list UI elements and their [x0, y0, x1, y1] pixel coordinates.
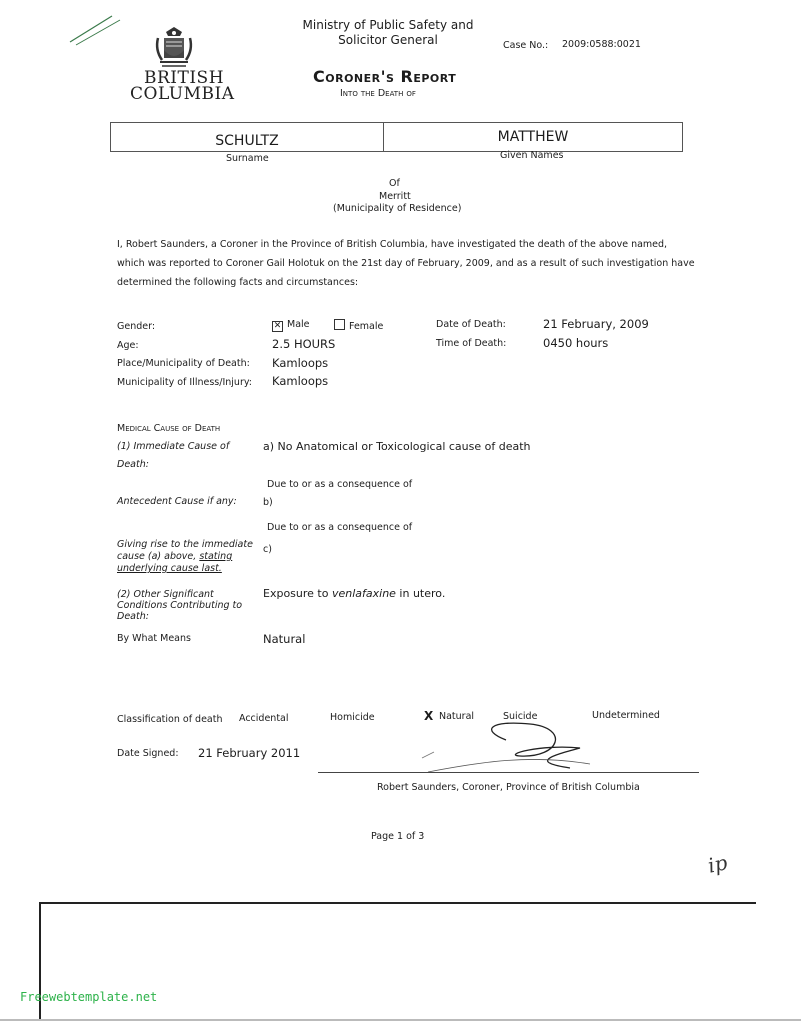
other-value-post: in utero.	[395, 587, 446, 600]
report-title: Coroner's Report	[313, 67, 457, 86]
other-conditions-value	[263, 587, 445, 600]
case-no-label: Case No.:	[503, 40, 549, 51]
given-names-label: Given Names	[500, 150, 564, 161]
gender-label: Gender:	[117, 321, 156, 332]
intro-line-2: which was reported to Coroner Gail Holotuk on the 21st day of February, 2009, and as a result of such investigation have	[117, 258, 695, 269]
signature-line	[318, 772, 699, 773]
logo-line-1: BRITISH	[144, 68, 225, 88]
logo-line-2: COLUMBIA	[130, 84, 235, 104]
date-of-death-label: Date of Death:	[436, 319, 506, 330]
other-conditions-line-3: Death:	[117, 611, 149, 622]
due-to-2: Due to or as a consequence of	[267, 522, 413, 533]
scan-edge-bottom	[0, 1019, 801, 1021]
female-checkbox[interactable]	[334, 319, 345, 330]
immediate-cause-value: a) No Anatomical or Toxicological cause of death	[263, 440, 531, 453]
intro-line-1: I, Robert Saunders, a Coroner in the Province of British Columbia, have investigated the death of the above named,	[117, 239, 668, 250]
place-of-death-label: Place/Municipality of Death:	[117, 358, 250, 369]
male-checkbox[interactable]: ✕	[273, 321, 282, 331]
c-marker: c)	[263, 544, 272, 555]
given-name-value: MATTHEW	[497, 129, 569, 145]
of-label: Of	[389, 178, 400, 189]
signer-name: Robert Saunders, Coroner, Province of British Columbia	[377, 782, 640, 793]
classification-homicide[interactable]: Homicide	[330, 712, 375, 723]
giving-rise-line-1: Giving rise to the immediate	[117, 539, 253, 550]
municipality-label: (Municipality of Residence)	[333, 203, 462, 214]
place-of-death-value: Kamloops	[272, 356, 329, 370]
bc-crest-icon	[152, 26, 196, 73]
antecedent-cause-label: Antecedent Cause if any:	[117, 496, 237, 507]
age-label: Age:	[117, 340, 139, 351]
case-no-value: 2009:0588:0021	[562, 39, 641, 50]
giving-rise-line-3: underlying cause last.	[117, 563, 222, 574]
illness-municipality-label: Municipality of Illness/Injury:	[117, 377, 252, 388]
giving-rise-line-2a: cause (a) above,	[117, 551, 200, 562]
surname-value: SCHULTZ	[215, 133, 279, 149]
male-option	[272, 319, 310, 332]
time-of-death-label: Time of Death:	[436, 338, 507, 349]
illness-municipality-value: Kamloops	[272, 374, 329, 388]
other-conditions-line-2: Conditions Contributing to	[117, 600, 243, 611]
male-label: Male	[287, 319, 310, 330]
date-of-death-value: 21 February, 2009	[543, 317, 649, 331]
surname-label: Surname	[226, 153, 269, 164]
classification-natural[interactable]: Natural	[439, 711, 475, 722]
time-of-death-value: 0450 hours	[543, 336, 609, 350]
other-value-drug: venlafaxine	[331, 587, 396, 600]
page-number: Page 1 of 3	[371, 831, 425, 842]
date-signed-value: 21 February 2011	[198, 746, 301, 760]
report-subtitle: Into the Death of	[340, 88, 416, 99]
ministry-line-2: Solicitor General	[338, 33, 438, 47]
other-conditions-line-1: (2) Other Significant	[117, 589, 214, 600]
classification-undetermined[interactable]: Undetermined	[592, 710, 660, 721]
handwritten-initials: ip	[705, 850, 730, 878]
ministry-line-1: Ministry of Public Safety and	[302, 18, 474, 32]
name-box	[110, 122, 683, 152]
date-signed-label: Date Signed:	[117, 748, 179, 759]
classification-mark: X	[424, 709, 434, 723]
watermark: Freewebtemplate.net	[20, 990, 158, 1004]
medical-cause-heading: Medical Cause of Death	[117, 423, 221, 434]
age-value: 2.5 HOURS	[272, 337, 336, 351]
b-marker: b)	[263, 497, 273, 508]
giving-rise-line-2b: stating	[199, 551, 233, 562]
page-edge-horizontal	[40, 902, 756, 904]
other-value-pre: Exposure to	[263, 587, 332, 600]
by-what-means-value: Natural	[263, 632, 306, 646]
municipality-value: Merritt	[379, 191, 411, 202]
female-label: Female	[349, 321, 384, 332]
intro-line-3: determined the following facts and circumstances:	[117, 277, 359, 288]
classification-accidental[interactable]: Accidental	[239, 713, 289, 724]
immediate-cause-label-2: Death:	[117, 459, 149, 470]
classification-suicide[interactable]: Suicide	[503, 711, 538, 722]
pen-marks	[68, 12, 124, 46]
by-what-means-label: By What Means	[117, 633, 191, 644]
immediate-cause-label-1: (1) Immediate Cause of	[117, 441, 230, 452]
ministry-name	[278, 18, 498, 48]
due-to-1: Due to or as a consequence of	[267, 479, 413, 490]
female-option	[334, 319, 383, 332]
giving-rise-line-2	[117, 551, 232, 562]
classification-label: Classification of death	[117, 714, 223, 725]
signature-scribble	[420, 718, 600, 776]
